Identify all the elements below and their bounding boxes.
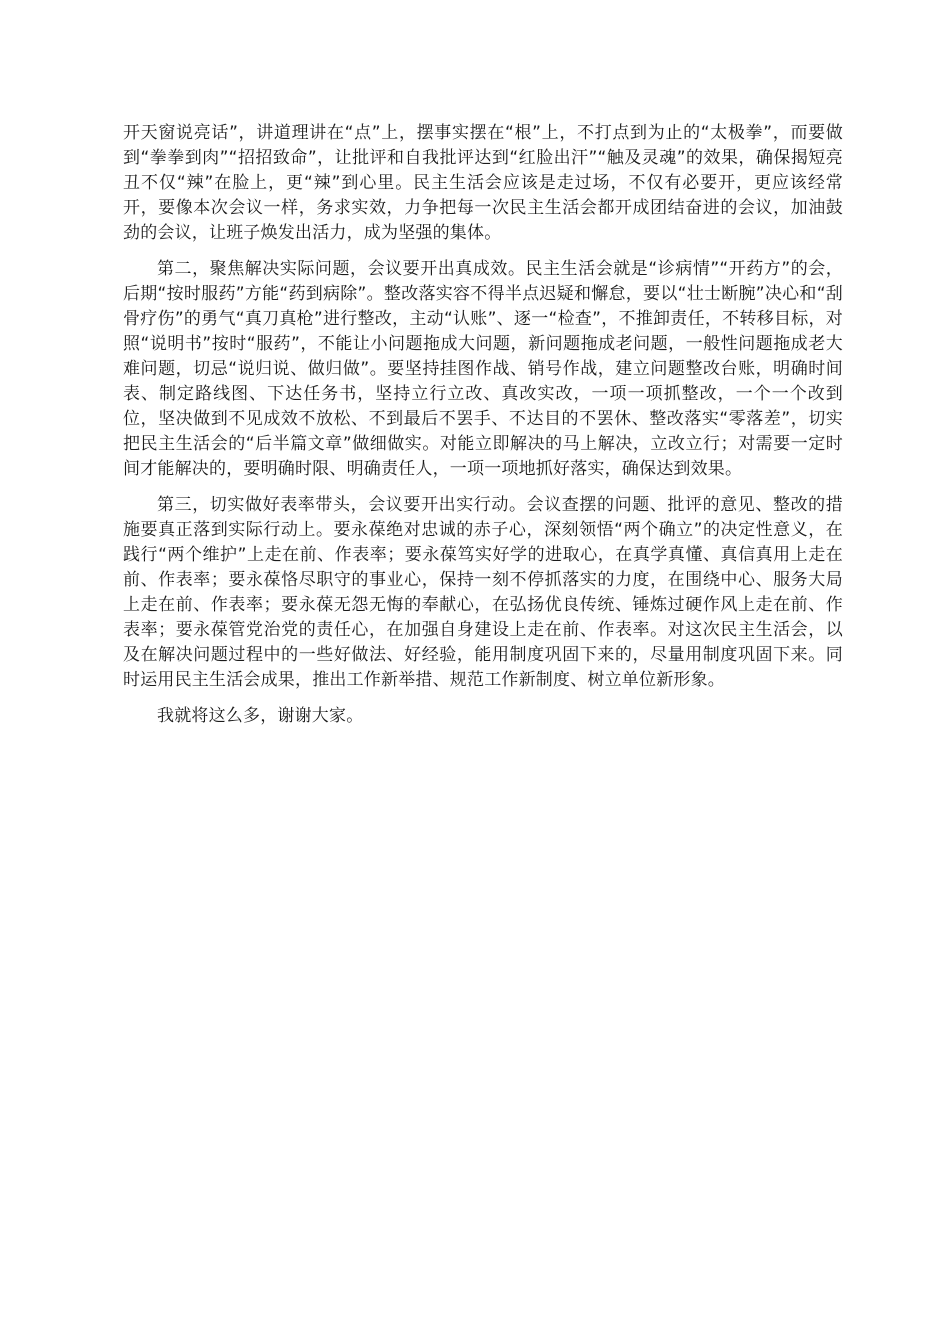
paragraph-closing: 我就将这么多，谢谢大家。	[157, 706, 364, 726]
document-body	[123, 121, 843, 740]
paragraph-third-point: 第三，切实做好表率带头，会议要开出实行动。会议查摆的问题、批评的意见、整改的措施要真正落到实际行动上。要永葆绝对忠诚的赤子心，深刻领悟“两个确立”的决定性意义，在践行“两个维护”上走在前、作表率；要永葆笃实好学的进取心，在真学真懂、真信真用上走在前、作表率；要永葆恪尽职守的事业心，保持一刻不停抓落实的力度，在围绕中心、服务大局上走在前、作表率；要永葆无怨无悔的奉献心，在弘扬优良传统、锤炼过硬作风上走在前、作表率；要永葆管党治党的责任心，在加强自身建设上走在前、作表率。对这次民主生活会，以及在解决问题过程中的一些好做法、好经验，能用制度巩固下来的，尽量用制度巩固下来。同时运用民主生活会成果，推出工作新举措、规范工作新制度、树立单位新形象。	[123, 495, 843, 690]
paragraph-second-point: 第二，聚焦解决实际问题，会议要开出真成效。民主生活会就是“诊病情”“开药方”的会，后期“按时服药”方能“药到病除”。整改落实容不得半点迟疑和懈怠，要以“壮士断腕”决心和“刮骨疗伤”的勇气“真刀真枪”进行整改，主动“认账”、逐一“检查”，不推卸责任，不转移目标，对照“说明书”按时“服药”，不能让小问题拖成大问题，新问题拖成老问题，一般性问题拖成老大难问题，切忌“说归说、做归做”。要坚持挂图作战、销号作战，建立问题整改台账，明确时间表、制定路线图、下达任务书，坚持立行立改、真改实改，一项一项抓整改，一个一个改到位，坚决做到不见成效不放松、不到最后不罢手、不达目的不罢休、整改落实“零落差”，切实把民主生活会的“后半篇文章”做细做实。对能立即解决的马上解决，立改立行；对需要一定时间才能解决的，要明确时限、明确责任人，一项一项地抓好落实，确保达到效果。	[123, 259, 843, 479]
paragraph-continuation: 开天窗说亮话”，讲道理讲在“点”上，摆事实摆在“根”上，不打点到为止的“太极拳”，而要做到“拳拳到肉”“招招致命”，让批评和自我批评达到“红脸出汗”“触及灵魂”的效果，确保揭短亮丑不仅“辣”在脸上，更“辣”到心里。民主生活会应该是走过场，不仅有必要开，更应该经常开，要像本次会议一样，务求实效，力争把每一次民主生活会都开成团结奋进的会议，加油鼓劲的会议，让班子焕发出活力，成为坚强的集体。	[123, 123, 843, 243]
